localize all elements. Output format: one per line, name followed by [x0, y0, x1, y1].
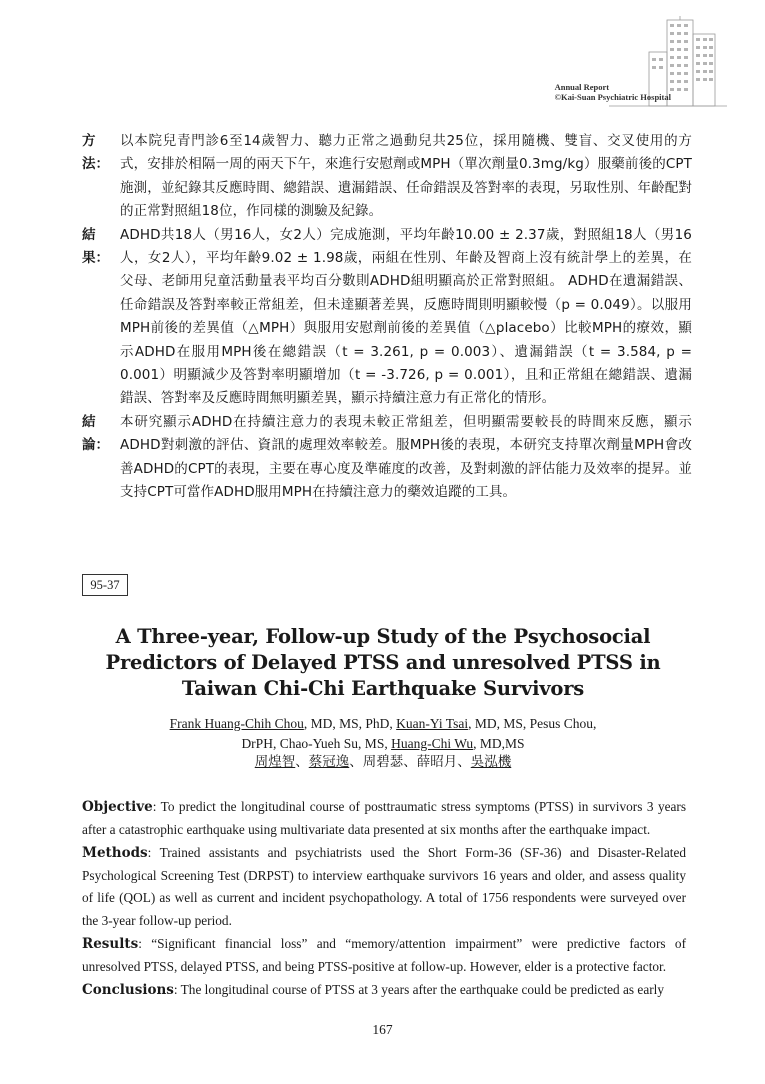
- author-degree: , MD, MS, PhD,: [303, 716, 397, 731]
- header-text: [555, 82, 671, 102]
- zh-results: [82, 224, 692, 411]
- author-line-2: [82, 734, 684, 754]
- abstract-methods: [82, 842, 686, 932]
- methods-label: Methods: [82, 845, 148, 861]
- author-name: Kuan-Yi Tsai: [396, 716, 469, 731]
- author-name-zh: 蔡冠逸: [308, 754, 350, 770]
- header-hospital-name: Kai-Suan Psychiatric Hospital: [560, 92, 671, 102]
- results-label: Results: [82, 936, 139, 952]
- author-name-zh: 吳泓機: [470, 754, 512, 770]
- report-header: [549, 12, 729, 112]
- zh-methods-text: 以本院兒青門診6至14歲智力、聽力正常之過動兒共25位，採用隨機、雙盲、交叉使用的方式，安排於相隔一周的兩天下午，來進行安慰劑或MPH（單次劑量0.3mg/kg）服藥前後的CPT施測，並紀錄其反應時間、總錯誤、遺漏錯誤、任命錯誤及答對率的表現，另取性別、年齡配對的正常對照組18位，作同樣的測驗及紀錄。: [120, 133, 692, 220]
- author-list: [82, 714, 684, 773]
- abstract-objective: [82, 796, 686, 841]
- author-name: Frank Huang-Chih Chou: [169, 716, 304, 731]
- conclusions-label: Conclusions: [82, 982, 174, 998]
- page-number: 167: [372, 1022, 393, 1037]
- author-name-zh: 周煌智: [254, 754, 296, 770]
- zh-conclusion: [82, 411, 692, 505]
- results-text: : “Significant financial loss” and “memory/attention impairment” were predictive factors of unresolved PTSS, delayed PTSS, and being PTSS-positive at follow-up. However, elder is a protective factor.: [82, 936, 686, 974]
- abstract-results: [82, 933, 686, 978]
- abstract-conclusions: [82, 979, 686, 1002]
- header-line-2: [555, 92, 671, 102]
- zh-results-text: ADHD共18人（男16人，女2人）完成施測，平均年齡10.00 ± 2.37歲，對照組18人（男16人，女2人），平均年齡9.02 ± 1.98歲，兩組在性別、年齡及智商上沒有統計學上的差異，在父母、老師用兒童活動量表平均百分數則ADHD組明顯高於正常對照組。 ADHD在遺漏錯誤、任命錯誤及答對率較正常組差，但未達顯著差異，反應時間則明顯較慢（p = 0.049）。以服用MPH前後的差異值（△MPH）與服用安慰劑前後的差異值（△placebo）比較MPH的療效，顯示ADHD在服用MPH後在總錯誤（t = 3.261, p = 0.003）、遺漏錯誤（t = 3.584, p = 0.001）明顯減少及答對率明顯增加（t = -3.726, p = 0.001），且和正常組在總錯誤、遺漏錯誤、答對率及反應時間無明顯差異，顯示持續注意力有正常化的情形。: [120, 226, 692, 407]
- objective-text: : To predict the longitudinal course of posttraumatic stress symptoms (PTSS) in survivors 3 years after a catastrophic earthquake using multivariate data presented at six months after the earthquake impact.: [82, 799, 686, 837]
- zh-methods: [82, 130, 692, 224]
- paper-code: 95-37: [82, 574, 128, 596]
- author-sep: 、: [295, 754, 309, 770]
- author-line-zh: [82, 753, 684, 773]
- author-names-zh: 、周碧瑟、薛昭月、: [349, 754, 471, 770]
- english-abstract: [82, 796, 686, 1003]
- conclusions-text: : The longitudinal course of PTSS at 3 years after the earthquake could be predicted as early: [173, 982, 664, 997]
- objective-label: Objective: [82, 799, 153, 815]
- paper-title: A Three-year, Follow-up Study of the Psychosocial Predictors of Delayed PTSS and unresolved PTSS in Taiwan Chi-Chi Earthquake Survivors: [105, 625, 661, 700]
- author-degree: , MD, MS, Pesus Chou,: [468, 716, 597, 731]
- zh-results-label: 結果：: [82, 226, 109, 267]
- author-name: Huang-Chi Wu: [391, 735, 474, 751]
- copyright-icon: ©: [554, 92, 561, 102]
- author-degree: , MD,MS: [473, 735, 525, 751]
- zh-methods-label: 方法：: [82, 133, 109, 173]
- methods-text: : Trained assistants and psychiatrists used the Short Form-36 (SF-36) and Disaster-Related Psychological Screening Test (DRPST) to interview earthquake survivors 16 years and older, and assess quality of life (QOL) as well as current and incident psychopathology. A total of 1756 respondents were surveyed over the 3-year follow-up period.: [82, 845, 686, 928]
- author-degree: DrPH, Chao-Yueh Su, MS,: [241, 735, 392, 751]
- header-line-1: Annual Report: [554, 82, 610, 92]
- author-line-1: [82, 714, 684, 734]
- zh-conclusion-label: 結論：: [82, 413, 109, 454]
- chinese-abstract: [82, 130, 692, 505]
- zh-conclusion-text: 本研究顯示ADHD在持續注意力的表現未較正常組差，但明顯需要較長的時間來反應，顯示ADHD對刺激的評估、資訊的處理效率較差。服MPH後的表現，本研究支持單次劑量MPH會改善ADHD的CPT的表現，主要在專心度及準確度的改善，及對刺激的評估能力及效率的提昇。並支持CPT可當作ADHD服用MPH在持續注意力的藥效追蹤的工具。: [120, 413, 692, 501]
